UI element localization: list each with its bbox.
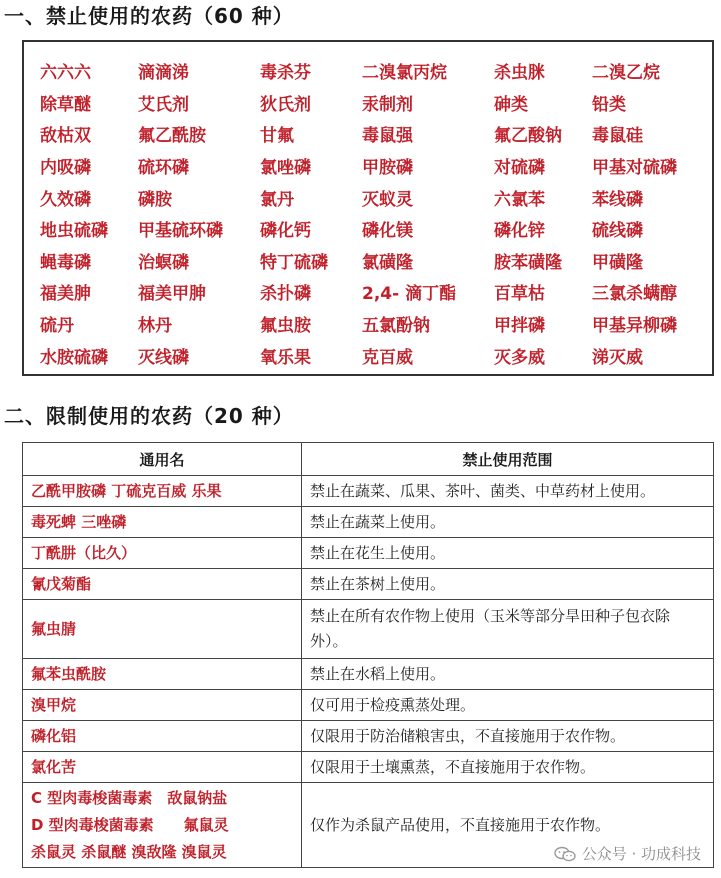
pesticide-name: 甘氟 xyxy=(260,126,294,147)
usage-scope-cell: 禁止在所有农作物上使用（玉米等部分旱田种子包衣除外）。 xyxy=(302,600,714,659)
pesticide-name: 杀虫脒 xyxy=(494,63,545,84)
pesticide-name-cell xyxy=(23,476,302,507)
pesticide-name: D 型肉毒梭菌毒素 氟鼠灵 xyxy=(31,815,229,834)
pesticide-name: 氟乙酸钠 xyxy=(494,126,562,147)
pesticide-name-cell xyxy=(23,721,302,752)
pesticide-name: C 型肉毒梭菌毒素 敌鼠钠盐 xyxy=(31,788,228,807)
pesticide-name: 水胺硫磷 xyxy=(40,347,108,368)
pesticide-name: 甲基硫环磷 xyxy=(138,221,223,242)
pesticide-name: 林丹 xyxy=(138,316,172,337)
pesticide-name: 杀鼠灵 杀鼠醚 溴敌隆 溴鼠灵 xyxy=(31,842,227,861)
pesticide-name: 二溴乙烷 xyxy=(592,63,660,84)
pesticide-name: 胺苯磺隆 xyxy=(494,252,562,273)
restricted-pesticides-table xyxy=(22,442,714,868)
table-row xyxy=(23,569,714,600)
grid-row xyxy=(40,339,712,371)
pesticide-name: 氯磺隆 xyxy=(362,252,413,273)
pesticide-name-cell xyxy=(23,659,302,690)
pesticide-name: 狄氏剂 xyxy=(260,94,311,115)
table-header-row xyxy=(23,443,714,476)
pesticide-name: 氯丹 xyxy=(260,189,294,210)
pesticide-name: 甲基异柳磷 xyxy=(592,316,677,337)
pesticide-name: 治螟磷 xyxy=(138,252,189,273)
pesticide-name: 六氯苯 xyxy=(494,189,545,210)
pesticide-name: 硫线磷 xyxy=(592,221,643,242)
pesticide-name: 特丁硫磷 xyxy=(260,252,328,273)
pesticide-name: 硫丹 xyxy=(40,316,74,337)
pesticide-name: 福美甲胂 xyxy=(138,284,206,305)
grid-row xyxy=(40,308,712,340)
pesticide-name: 苯线磷 xyxy=(592,189,643,210)
usage-scope-cell: 禁止在蔬菜上使用。 xyxy=(302,507,714,538)
pesticide-name: 艾氏剂 xyxy=(138,94,189,115)
pesticide-name: 灭多威 xyxy=(494,347,545,368)
section2-title: 二、限制使用的农药（20 种） xyxy=(4,404,294,428)
grid-row xyxy=(40,213,712,245)
watermark xyxy=(554,843,701,864)
pesticide-name: 砷类 xyxy=(494,94,528,115)
pesticide-name: 氯唑磷 xyxy=(260,158,311,179)
pesticide-name: 磷胺 xyxy=(138,189,172,210)
pesticide-name-cell xyxy=(23,752,302,783)
pesticide-name: 内吸磷 xyxy=(40,158,91,179)
table-row xyxy=(23,690,714,721)
pesticide-name: 溴甲烷 xyxy=(31,695,77,714)
section1-title: 一、禁止使用的农药（60 种） xyxy=(4,4,294,28)
grid-row xyxy=(40,245,712,277)
pesticide-name: 甲胺磷 xyxy=(362,158,413,179)
grid-row xyxy=(40,55,712,87)
table-row xyxy=(23,752,714,783)
pesticide-name: 氟苯虫酰胺 xyxy=(31,664,107,683)
table-row xyxy=(23,659,714,690)
pesticide-name: 对硫磷 xyxy=(494,158,545,179)
pesticide-name: 杀扑磷 xyxy=(260,284,311,305)
grid-row xyxy=(40,276,712,308)
usage-scope-cell: 禁止在花生上使用。 xyxy=(302,538,714,569)
usage-scope-cell: 禁止在茶树上使用。 xyxy=(302,569,714,600)
pesticide-name-cell xyxy=(23,507,302,538)
pesticide-name: 灭线磷 xyxy=(138,347,189,368)
pesticide-name: 毒鼠强 xyxy=(362,126,413,147)
pesticide-name: 氯化苦 xyxy=(31,757,77,776)
banned-pesticides-grid xyxy=(22,40,714,376)
pesticide-name: 毒死蜱 三唑磷 xyxy=(31,512,127,531)
pesticide-name: 三氯杀螨醇 xyxy=(592,284,677,305)
pesticide-name: 克百威 xyxy=(362,347,413,368)
table-row xyxy=(23,721,714,752)
usage-scope-cell: 仅可用于检疫熏蒸处理。 xyxy=(302,690,714,721)
pesticide-name: 二溴氯丙烷 xyxy=(362,63,447,84)
pesticide-name: 乙酰甲胺磷 丁硫克百威 乐果 xyxy=(31,481,222,500)
pesticide-name: 蝇毒磷 xyxy=(40,252,91,273)
table-row xyxy=(23,507,714,538)
pesticide-name: 磷化铝 xyxy=(31,726,77,745)
pesticide-name: 丁酰肼（比久） xyxy=(31,543,137,562)
pesticide-name: 硫环磷 xyxy=(138,158,189,179)
table-row xyxy=(23,538,714,569)
pesticide-name: 甲基对硫磷 xyxy=(592,158,677,179)
pesticide-name: 涕灭威 xyxy=(592,347,643,368)
pesticide-name: 毒鼠硅 xyxy=(592,126,643,147)
usage-scope-cell: 禁止在水稻上使用。 xyxy=(302,659,714,690)
pesticide-name: 甲磺隆 xyxy=(592,252,643,273)
usage-scope-cell: 仅作为杀鼠产品使用，不直接施用于农作物。 xyxy=(302,783,714,868)
pesticide-name: 滴滴涕 xyxy=(138,63,189,84)
pesticide-name: 甲拌磷 xyxy=(494,316,545,337)
pesticide-name: 五氯酚钠 xyxy=(362,316,430,337)
pesticide-name: 铅类 xyxy=(592,94,626,115)
pesticide-name: 磷化锌 xyxy=(494,221,545,242)
pesticide-name: 灭蚁灵 xyxy=(362,189,413,210)
pesticide-name: 六六六 xyxy=(40,63,91,84)
table-row xyxy=(23,476,714,507)
pesticide-name-cell xyxy=(23,538,302,569)
grid-row xyxy=(40,150,712,182)
header-name: 通用名 xyxy=(23,443,302,476)
pesticide-name: 2,4- 滴丁酯 xyxy=(362,284,457,305)
grid-row xyxy=(40,87,712,119)
pesticide-name-cell xyxy=(23,783,302,868)
grid-row xyxy=(40,118,712,150)
pesticide-name: 久效磷 xyxy=(40,189,91,210)
pesticide-name-cell xyxy=(23,569,302,600)
table-row xyxy=(23,600,714,659)
usage-scope-cell: 仅限用于防治储粮害虫，不直接施用于农作物。 xyxy=(302,721,714,752)
usage-scope-cell: 禁止在蔬菜、瓜果、茶叶、菌类、中草药材上使用。 xyxy=(302,476,714,507)
pesticide-name: 百草枯 xyxy=(494,284,545,305)
pesticide-name: 除草醚 xyxy=(40,94,91,115)
header-scope: 禁止使用范围 xyxy=(302,443,714,476)
pesticide-name: 毒杀芬 xyxy=(260,63,311,84)
pesticide-name: 氟虫胺 xyxy=(260,316,311,337)
pesticide-name-cell xyxy=(23,690,302,721)
pesticide-name: 福美胂 xyxy=(40,284,91,305)
usage-scope-cell: 仅限用于土壤熏蒸，不直接施用于农作物。 xyxy=(302,752,714,783)
pesticide-name: 磷化镁 xyxy=(362,221,413,242)
pesticide-name: 氟虫腈 xyxy=(31,619,77,638)
pesticide-name: 敌枯双 xyxy=(40,126,91,147)
pesticide-name-cell xyxy=(23,600,302,659)
grid-row xyxy=(40,181,712,213)
wechat-icon xyxy=(554,846,576,862)
pesticide-name: 氟乙酰胺 xyxy=(138,126,206,147)
pesticide-name: 氧乐果 xyxy=(260,347,311,368)
pesticide-name: 氰戊菊酯 xyxy=(31,574,92,593)
pesticide-name: 磷化钙 xyxy=(260,221,311,242)
pesticide-name: 汞制剂 xyxy=(362,94,413,115)
pesticide-name: 地虫硫磷 xyxy=(40,221,108,242)
watermark-text: 公众号 · 功成科技 xyxy=(581,845,701,863)
